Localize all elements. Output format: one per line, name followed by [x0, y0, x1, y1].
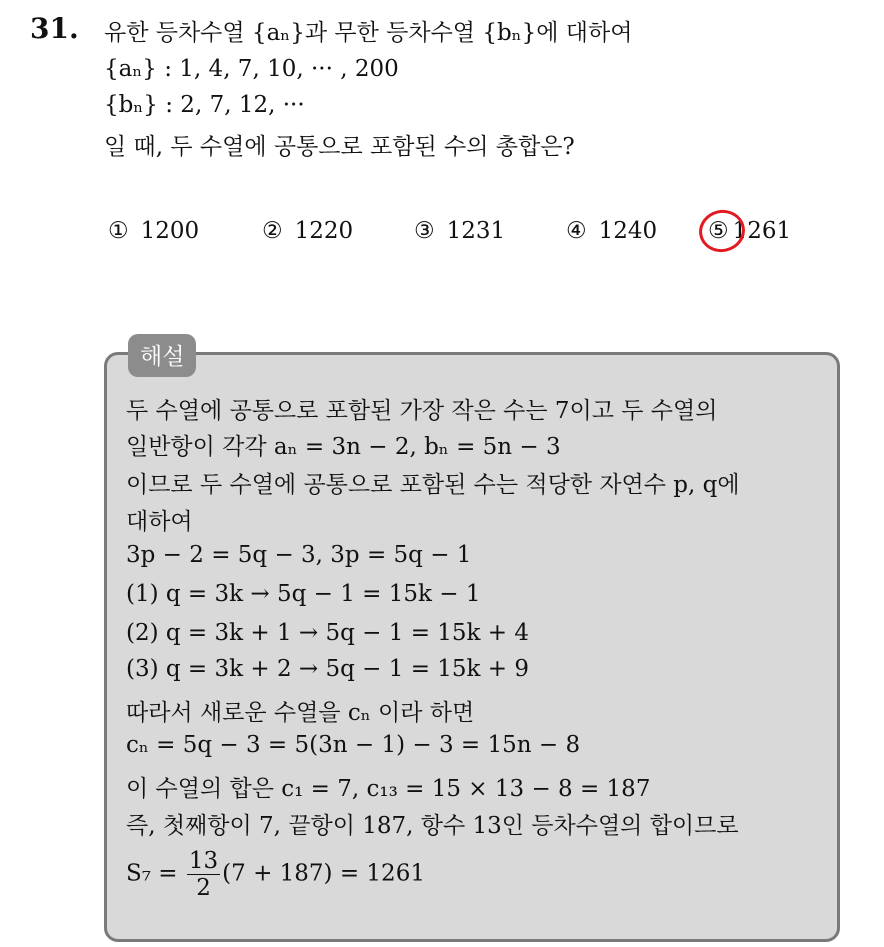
solution-line-4: 대하여 — [126, 509, 193, 535]
final-lhs: S₇ = — [126, 860, 178, 887]
choice-3-value: 1231 — [446, 218, 506, 244]
question-line-4: 일 때, 두 수열에 공통으로 포함된 수의 총합은? — [104, 134, 575, 160]
choice-2[interactable] — [262, 218, 353, 244]
question-line-3: {bₙ} : 2, 7, 12, ··· — [104, 92, 305, 118]
solution-final-equation — [126, 848, 425, 901]
choice-4-number: ④ — [566, 218, 587, 244]
solution-line-6: (1) q = 3k → 5q − 1 = 15k − 1 — [126, 581, 481, 607]
choice-1-value: 1200 — [140, 218, 200, 244]
choice-1-number: ① — [108, 218, 129, 244]
solution-line-3: 이므로 두 수열에 공통으로 포함된 수는 적당한 자연수 p, q에 — [126, 472, 740, 498]
choice-3-number: ③ — [414, 218, 435, 244]
fraction-denominator: 2 — [196, 875, 211, 901]
choice-5[interactable] — [708, 218, 791, 244]
choice-5-number — [708, 218, 729, 244]
choice-3[interactable] — [414, 218, 505, 244]
solution-line-11: 이 수열의 합은 c₁ = 7, c₁₃ = 15 × 13 − 8 = 187 — [126, 776, 651, 802]
choice-2-value: 1220 — [294, 218, 354, 244]
choice-4[interactable] — [566, 218, 657, 244]
choice-2-number: ② — [262, 218, 283, 244]
choice-4-value: 1240 — [598, 218, 658, 244]
fraction — [187, 848, 220, 901]
solution-line-12: 즉, 첫째항이 7, 끝항이 187, 항수 13인 등차수열의 합이므로 — [126, 813, 739, 839]
solution-line-9: 따라서 새로운 수열을 cₙ 이라 하면 — [126, 700, 475, 726]
fraction-numerator: 13 — [188, 848, 219, 874]
solution-line-8: (3) q = 3k + 2 → 5q − 1 = 15k + 9 — [126, 656, 530, 682]
question-line-2: {aₙ} : 1, 4, 7, 10, ··· , 200 — [104, 56, 399, 82]
answer-mark-circle — [695, 206, 749, 257]
final-rhs: (7 + 187) = 1261 — [222, 860, 425, 887]
answer-choices — [108, 218, 828, 258]
question-number: 31. — [30, 12, 79, 45]
solution-line-10: cₙ = 5q − 3 = 5(3n − 1) − 3 = 15n − 8 — [126, 732, 581, 758]
solution-line-1: 두 수열에 공통으로 포함된 가장 작은 수는 7이고 두 수열의 — [126, 398, 718, 424]
solution-line-7: (2) q = 3k + 1 → 5q − 1 = 15k + 4 — [126, 620, 530, 646]
choice-5-value: 1261 — [732, 218, 792, 244]
solution-label: 해설 — [128, 334, 196, 377]
solution-line-2: 일반항이 각각 aₙ = 3n − 2, bₙ = 5n − 3 — [126, 434, 561, 460]
solution-line-5: 3p − 2 = 5q − 3, 3p = 5q − 1 — [126, 542, 472, 568]
choice-5-number-text: ⑤ — [708, 218, 729, 244]
question-line-1: 유한 등차수열 {aₙ}과 무한 등차수열 {bₙ}에 대하여 — [104, 20, 633, 46]
choice-1[interactable] — [108, 218, 199, 244]
